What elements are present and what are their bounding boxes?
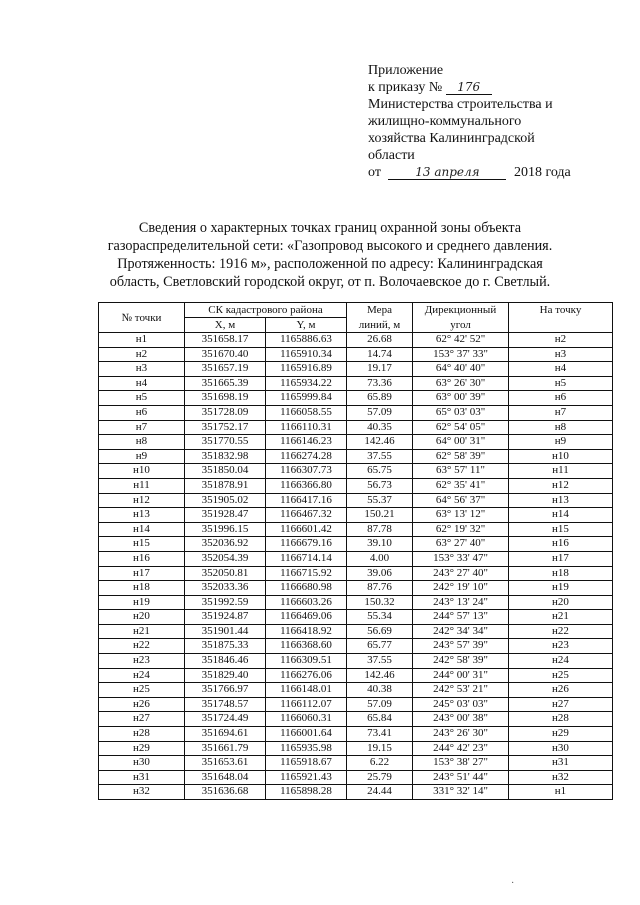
cell-x-coord: 351770.55 <box>185 435 266 450</box>
cell-point-id: н6 <box>99 405 185 420</box>
cell-y-coord: 1166603.26 <box>266 595 347 610</box>
cell-bearing: 62° 19' 32" <box>413 522 509 537</box>
table-row <box>99 537 613 552</box>
cell-x-coord: 352036.92 <box>185 537 266 552</box>
cell-x-coord: 351996.15 <box>185 522 266 537</box>
cell-x-coord: 351832.98 <box>185 449 266 464</box>
cell-line-length: 150.21 <box>347 508 413 523</box>
table-row <box>99 639 613 654</box>
cell-next-point: н29 <box>509 727 613 742</box>
cell-next-point: н10 <box>509 449 613 464</box>
cell-next-point: н17 <box>509 551 613 566</box>
cell-line-length: 24.44 <box>347 785 413 800</box>
cell-y-coord: 1166601.42 <box>266 522 347 537</box>
cell-next-point: н27 <box>509 697 613 712</box>
cell-point-id: н25 <box>99 683 185 698</box>
ministry-line-3: хозяйства Калининградской <box>368 131 535 146</box>
cell-line-length: 4.00 <box>347 551 413 566</box>
cell-point-id: н30 <box>99 756 185 771</box>
cell-next-point: н13 <box>509 493 613 508</box>
cell-bearing: 242° 53' 21" <box>413 683 509 698</box>
cell-point-id: н28 <box>99 727 185 742</box>
cell-bearing: 243° 13' 24" <box>413 595 509 610</box>
cell-y-coord: 1166307.73 <box>266 464 347 479</box>
cell-next-point: н7 <box>509 405 613 420</box>
header-x: X, м <box>185 318 266 333</box>
cell-y-coord: 1166112.07 <box>266 697 347 712</box>
cell-point-id: н21 <box>99 624 185 639</box>
cell-y-coord: 1166368.60 <box>266 639 347 654</box>
cell-line-length: 37.55 <box>347 449 413 464</box>
cell-x-coord: 351661.79 <box>185 741 266 756</box>
appendix-title: Приложение <box>368 63 444 78</box>
cell-line-length: 57.09 <box>347 405 413 420</box>
cell-bearing: 63° 13' 12" <box>413 508 509 523</box>
cell-next-point: н14 <box>509 508 613 523</box>
cell-next-point: н2 <box>509 333 613 348</box>
table-row <box>99 683 613 698</box>
cell-y-coord: 1166366.80 <box>266 478 347 493</box>
table-row <box>99 610 613 625</box>
cell-x-coord: 351694.61 <box>185 727 266 742</box>
cell-bearing: 63° 00' 39" <box>413 391 509 406</box>
cell-x-coord: 351665.39 <box>185 376 266 391</box>
cell-y-coord: 1165918.67 <box>266 756 347 771</box>
cell-line-length: 14.74 <box>347 347 413 362</box>
cell-next-point: н19 <box>509 581 613 596</box>
cell-y-coord: 1166469.06 <box>266 610 347 625</box>
cell-next-point: н32 <box>509 770 613 785</box>
cell-y-coord: 1166714.14 <box>266 551 347 566</box>
cell-y-coord: 1166417.16 <box>266 493 347 508</box>
cell-next-point: н16 <box>509 537 613 552</box>
cell-bearing: 153° 38' 27" <box>413 756 509 771</box>
cell-point-id: н29 <box>99 741 185 756</box>
table-row <box>99 697 613 712</box>
cell-x-coord: 351846.46 <box>185 654 266 669</box>
cell-bearing: 63° 26' 30" <box>413 376 509 391</box>
cell-point-id: н13 <box>99 508 185 523</box>
table-row <box>99 727 613 742</box>
cell-line-length: 55.34 <box>347 610 413 625</box>
table-row <box>99 785 613 800</box>
table-row <box>99 333 613 348</box>
cell-x-coord: 352033.36 <box>185 581 266 596</box>
cell-line-length: 26.68 <box>347 333 413 348</box>
cell-point-id: н8 <box>99 435 185 450</box>
cell-next-point: н6 <box>509 391 613 406</box>
cell-line-length: 19.15 <box>347 741 413 756</box>
cell-next-point: н30 <box>509 741 613 756</box>
table-row <box>99 756 613 771</box>
cell-next-point: н21 <box>509 610 613 625</box>
cell-x-coord: 351636.68 <box>185 785 266 800</box>
cell-line-length: 87.76 <box>347 581 413 596</box>
order-prefix: к приказу № <box>368 80 443 95</box>
title-line-2: газораспределительной сети: «Газопровод высокого и среднего давления. <box>107 238 553 254</box>
table-row <box>99 668 613 683</box>
table-row <box>99 449 613 464</box>
cell-point-id: н10 <box>99 464 185 479</box>
cell-bearing: 63° 27' 40" <box>413 537 509 552</box>
cell-bearing: 64° 00' 31" <box>413 435 509 450</box>
cell-bearing: 64° 40' 40" <box>413 362 509 377</box>
date-line <box>368 164 618 181</box>
cell-bearing: 153° 33' 47" <box>413 551 509 566</box>
cell-point-id: н15 <box>99 537 185 552</box>
header-y: Y, м <box>266 318 347 333</box>
cell-point-id: н32 <box>99 785 185 800</box>
cell-y-coord: 1165910.34 <box>266 347 347 362</box>
cell-line-length: 65.89 <box>347 391 413 406</box>
cell-y-coord: 1166146.23 <box>266 435 347 450</box>
cell-point-id: н1 <box>99 333 185 348</box>
cell-y-coord: 1165916.89 <box>266 362 347 377</box>
table-row <box>99 420 613 435</box>
cell-next-point: н24 <box>509 654 613 669</box>
header-to-point: На точку <box>509 303 613 333</box>
cell-next-point: н31 <box>509 756 613 771</box>
cell-next-point: н25 <box>509 668 613 683</box>
cell-next-point: н12 <box>509 478 613 493</box>
ministry-line-4: области <box>368 148 415 163</box>
appendix-block <box>368 62 618 181</box>
cell-y-coord: 1166058.55 <box>266 405 347 420</box>
cell-y-coord: 1165921.43 <box>266 770 347 785</box>
cell-next-point: н1 <box>509 785 613 800</box>
cell-line-length: 6.22 <box>347 756 413 771</box>
document-title <box>60 219 600 291</box>
cell-next-point: н20 <box>509 595 613 610</box>
cell-next-point: н8 <box>509 420 613 435</box>
cell-y-coord: 1166309.51 <box>266 654 347 669</box>
cell-x-coord: 351698.19 <box>185 391 266 406</box>
table-row <box>99 712 613 727</box>
cell-line-length: 56.73 <box>347 478 413 493</box>
cell-x-coord: 351928.47 <box>185 508 266 523</box>
table-row <box>99 581 613 596</box>
cell-point-id: н22 <box>99 639 185 654</box>
cell-x-coord: 351850.04 <box>185 464 266 479</box>
cell-x-coord: 351748.57 <box>185 697 266 712</box>
cell-line-length: 40.35 <box>347 420 413 435</box>
cell-point-id: н5 <box>99 391 185 406</box>
header-measure-1: Мера <box>347 303 413 318</box>
cell-y-coord: 1166110.31 <box>266 420 347 435</box>
cell-line-length: 56.69 <box>347 624 413 639</box>
cell-bearing: 62° 35' 41" <box>413 478 509 493</box>
cell-x-coord: 351728.09 <box>185 405 266 420</box>
cell-next-point: н9 <box>509 435 613 450</box>
cell-bearing: 244° 42' 23" <box>413 741 509 756</box>
cell-bearing: 242° 34' 34" <box>413 624 509 639</box>
cell-line-length: 57.09 <box>347 697 413 712</box>
table-row <box>99 595 613 610</box>
table-row <box>99 654 613 669</box>
cell-bearing: 244° 00' 31" <box>413 668 509 683</box>
cell-x-coord: 351924.87 <box>185 610 266 625</box>
cell-x-coord: 351875.33 <box>185 639 266 654</box>
cell-x-coord: 351670.40 <box>185 347 266 362</box>
table-row <box>99 624 613 639</box>
cell-y-coord: 1165935.98 <box>266 741 347 756</box>
cell-x-coord: 352054.39 <box>185 551 266 566</box>
cell-point-id: н11 <box>99 478 185 493</box>
scan-mark: · <box>511 878 515 889</box>
cell-point-id: н16 <box>99 551 185 566</box>
table-row <box>99 493 613 508</box>
cell-point-id: н18 <box>99 581 185 596</box>
table-row <box>99 464 613 479</box>
cell-bearing: 243° 57' 39" <box>413 639 509 654</box>
table-row <box>99 770 613 785</box>
date-handwritten: 13 апреля <box>388 165 506 180</box>
header-bearing-1: Дирекционный <box>413 303 509 318</box>
cell-bearing: 243° 00' 38" <box>413 712 509 727</box>
cell-x-coord: 351752.17 <box>185 420 266 435</box>
cell-point-id: н31 <box>99 770 185 785</box>
cell-y-coord: 1166418.92 <box>266 624 347 639</box>
cell-point-id: н7 <box>99 420 185 435</box>
cell-x-coord: 351766.97 <box>185 683 266 698</box>
table-row <box>99 551 613 566</box>
cell-point-id: н2 <box>99 347 185 362</box>
cell-line-length: 19.17 <box>347 362 413 377</box>
cell-line-length: 55.37 <box>347 493 413 508</box>
cell-bearing: 153° 37' 33" <box>413 347 509 362</box>
cell-next-point: н5 <box>509 376 613 391</box>
table-row <box>99 435 613 450</box>
table-row <box>99 522 613 537</box>
cell-next-point: н26 <box>509 683 613 698</box>
ministry-line-1: Министерства строительства и <box>368 97 553 112</box>
boundary-points-table <box>98 302 613 800</box>
ministry-line-2: жилищно-коммунального <box>368 114 522 129</box>
cell-x-coord: 351878.91 <box>185 478 266 493</box>
cell-line-length: 73.41 <box>347 727 413 742</box>
title-line-3: Протяженность: 1916 м», расположенной по адресу: Калининградская <box>117 256 543 272</box>
cell-line-length: 40.38 <box>347 683 413 698</box>
cell-next-point: н28 <box>509 712 613 727</box>
table-row <box>99 405 613 420</box>
cell-line-length: 39.06 <box>347 566 413 581</box>
cell-point-id: н20 <box>99 610 185 625</box>
cell-x-coord: 351658.17 <box>185 333 266 348</box>
cell-y-coord: 1165898.28 <box>266 785 347 800</box>
cell-x-coord: 351829.40 <box>185 668 266 683</box>
header-point: № точки <box>99 303 185 333</box>
cell-bearing: 331° 32' 14" <box>413 785 509 800</box>
cell-x-coord: 351653.61 <box>185 756 266 771</box>
cell-y-coord: 1166276.06 <box>266 668 347 683</box>
cell-bearing: 245° 03' 03" <box>413 697 509 712</box>
cell-next-point: н4 <box>509 362 613 377</box>
cell-line-length: 142.46 <box>347 435 413 450</box>
header-bearing-2: угол <box>413 318 509 333</box>
title-line-4: область, Светловский городской округ, от п. Волочаевское до г. Светлый. <box>109 274 551 290</box>
cell-x-coord: 352050.81 <box>185 566 266 581</box>
header-cadastral: СК кадастрового района <box>185 303 347 318</box>
table-row <box>99 391 613 406</box>
cell-line-length: 37.55 <box>347 654 413 669</box>
table-row <box>99 566 613 581</box>
cell-bearing: 64° 56' 37" <box>413 493 509 508</box>
cell-bearing: 242° 58' 39" <box>413 654 509 669</box>
cell-y-coord: 1165999.84 <box>266 391 347 406</box>
cell-line-length: 87.78 <box>347 522 413 537</box>
table-row <box>99 347 613 362</box>
cell-x-coord: 351648.04 <box>185 770 266 785</box>
cell-point-id: н17 <box>99 566 185 581</box>
table-row <box>99 376 613 391</box>
cell-line-length: 142.46 <box>347 668 413 683</box>
cell-bearing: 62° 54' 05" <box>413 420 509 435</box>
cell-y-coord: 1165934.22 <box>266 376 347 391</box>
cell-y-coord: 1166715.92 <box>266 566 347 581</box>
cell-point-id: н9 <box>99 449 185 464</box>
cell-y-coord: 1166680.98 <box>266 581 347 596</box>
cell-point-id: н4 <box>99 376 185 391</box>
cell-y-coord: 1166679.16 <box>266 537 347 552</box>
cell-bearing: 63° 57' 11" <box>413 464 509 479</box>
cell-next-point: н15 <box>509 522 613 537</box>
header-measure-2: линий, м <box>347 318 413 333</box>
cell-bearing: 242° 19' 10" <box>413 581 509 596</box>
order-number-handwritten: 176 <box>446 80 492 95</box>
date-suffix: 2018 года <box>513 165 571 180</box>
title-line-1: Сведения о характерных точках границ охранной зоны объекта <box>138 220 522 236</box>
cell-line-length: 39.10 <box>347 537 413 552</box>
cell-bearing: 62° 42' 52" <box>413 333 509 348</box>
cell-line-length: 25.79 <box>347 770 413 785</box>
cell-line-length: 73.36 <box>347 376 413 391</box>
cell-bearing: 243° 26' 30" <box>413 727 509 742</box>
cell-bearing: 243° 27' 40" <box>413 566 509 581</box>
order-line <box>368 79 618 96</box>
cell-bearing: 243° 51' 44" <box>413 770 509 785</box>
table-body <box>99 333 613 800</box>
cell-x-coord: 351657.19 <box>185 362 266 377</box>
cell-next-point: н3 <box>509 347 613 362</box>
cell-next-point: н22 <box>509 624 613 639</box>
cell-bearing: 65° 03' 03" <box>413 405 509 420</box>
cell-point-id: н12 <box>99 493 185 508</box>
cell-point-id: н27 <box>99 712 185 727</box>
cell-x-coord: 351724.49 <box>185 712 266 727</box>
cell-line-length: 150.32 <box>347 595 413 610</box>
table-row <box>99 362 613 377</box>
cell-y-coord: 1165886.63 <box>266 333 347 348</box>
table-row <box>99 508 613 523</box>
cell-point-id: н19 <box>99 595 185 610</box>
cell-x-coord: 351905.02 <box>185 493 266 508</box>
cell-line-length: 65.84 <box>347 712 413 727</box>
date-prefix: от <box>368 165 381 180</box>
cell-point-id: н24 <box>99 668 185 683</box>
cell-point-id: н14 <box>99 522 185 537</box>
cell-next-point: н11 <box>509 464 613 479</box>
cell-next-point: н18 <box>509 566 613 581</box>
cell-line-length: 65.77 <box>347 639 413 654</box>
cell-line-length: 65.75 <box>347 464 413 479</box>
cell-point-id: н3 <box>99 362 185 377</box>
cell-next-point: н23 <box>509 639 613 654</box>
cell-point-id: н23 <box>99 654 185 669</box>
cell-y-coord: 1166467.32 <box>266 508 347 523</box>
cell-y-coord: 1166148.01 <box>266 683 347 698</box>
cell-y-coord: 1166274.28 <box>266 449 347 464</box>
cell-x-coord: 351992.59 <box>185 595 266 610</box>
cell-bearing: 62° 58' 39" <box>413 449 509 464</box>
cell-y-coord: 1166060.31 <box>266 712 347 727</box>
cell-x-coord: 351901.44 <box>185 624 266 639</box>
table-row <box>99 478 613 493</box>
cell-bearing: 244° 57' 13" <box>413 610 509 625</box>
table-row <box>99 741 613 756</box>
cell-y-coord: 1166001.64 <box>266 727 347 742</box>
cell-point-id: н26 <box>99 697 185 712</box>
